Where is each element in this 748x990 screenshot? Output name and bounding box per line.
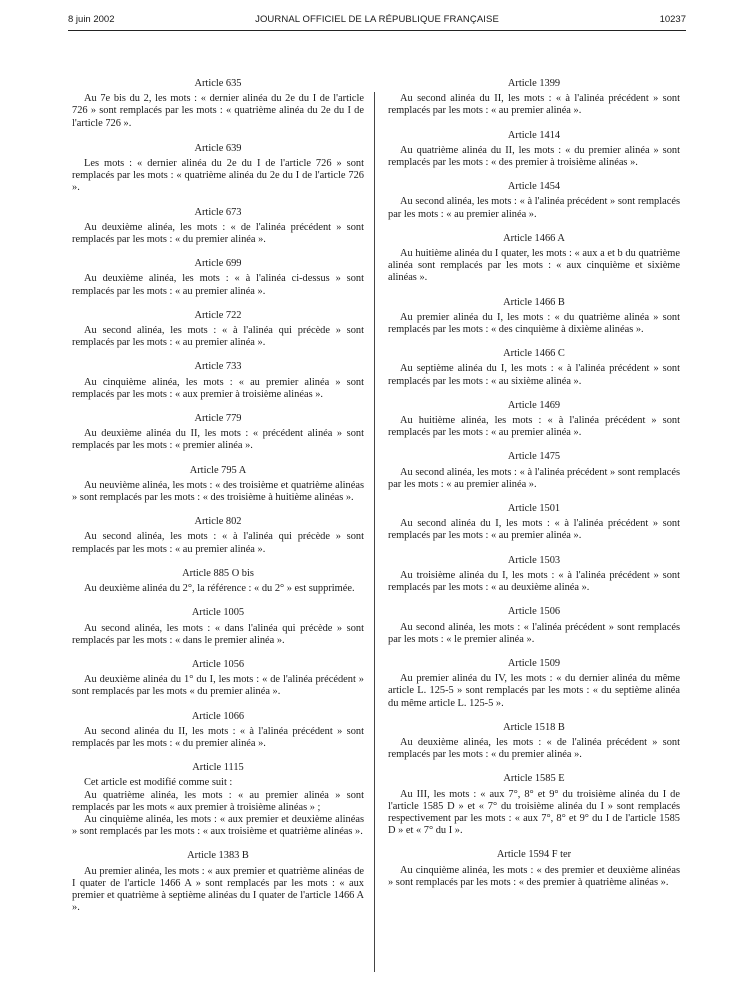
article-text: Au second alinéa, les mots : « à l'alinéa précédent » sont remplacés par les mots : « au premier alinéa ». (388, 466, 680, 490)
article-text: Les mots : « dernier alinéa du 2e du I de l'article 726 » sont remplacés par les mots : « quatrième alinéa du 2e du I de l'article 726 ». (72, 158, 364, 194)
article-title: Article 1506 (507, 606, 561, 618)
article-title: Article 1115 (192, 762, 244, 774)
article-title: Article 733 (194, 361, 242, 373)
article-text: Au deuxième alinéa du II, les mots : « précédent alinéa » sont remplacés par les mots : « premier alinéa ». (72, 428, 364, 452)
article-text: Au deuxième alinéa, les mots : « de l'alinéa précédent » sont remplacés par les mots : « du premier alinéa ». (388, 736, 680, 761)
article-title: Article 1518 B (503, 721, 565, 733)
header-date: 8 juin 2002 (68, 14, 115, 25)
article-title: Article 722 (194, 309, 242, 321)
article-text: Au second alinéa, les mots : « l'alinéa précédent » sont remplacés par les mots : « le premier alinéa ». (388, 621, 680, 645)
article-title: Article 1005 (191, 607, 245, 619)
article-text: Au second alinéa du II, les mots : « à l'alinéa précédent » sont remplacés par les mots : « du premier alinéa ». (72, 725, 364, 749)
article-title: Article 1056 (191, 658, 245, 670)
article-block (388, 849, 680, 889)
article-block (72, 361, 364, 401)
article-title: Article 1399 (507, 78, 561, 89)
article-block (388, 297, 680, 337)
article-title: Article 1466 B (503, 296, 565, 308)
article-text: Au cinquième alinéa, les mots : « au premier alinéa » sont remplacés par les mots : « aux premier à troisième alinéas ». (72, 376, 364, 400)
article-block (388, 773, 680, 837)
article-text: Au premier alinéa du I, les mots : « du quatrième alinéa » sont remplacés par les mots : « des cinquième à dixième alinéas ». (388, 311, 680, 336)
article-text: Au deuxième alinéa, les mots : « de l'alinéa précédent » sont remplacés par les mots : « du premier alinéa ». (72, 221, 364, 246)
article-text: Au septième alinéa du I, les mots : « à l'alinéa précédent » sont remplacés par les mots : « au sixième alinéa ». (388, 363, 680, 387)
article-block (388, 400, 680, 440)
article-block (388, 555, 680, 595)
article-block (72, 310, 364, 350)
article-title: Article 779 (194, 413, 242, 425)
article-text: Au second alinéa, les mots : « dans l'alinéa qui précède » sont remplacés par les mots : « dans le premier alinéa ». (72, 622, 364, 646)
article-text: Au deuxième alinéa du 1° du I, les mots : « de l'alinéa précédent » sont remplacés par les mots « du premier alinéa ». (72, 674, 364, 698)
article-title: Article 1475 (507, 451, 561, 463)
article-block (72, 465, 364, 505)
article-block (72, 711, 364, 751)
article-text: Au huitième alinéa, les mots : « à l'alinéa précédent » sont remplacés par les mots : « au premier alinéa ». (388, 415, 680, 439)
article-text: Au 7e bis du 2, les mots : « dernier alinéa du 2e du I de l'article 726 » sont remplacés par les mots : « quatrième alinéa du 2e du I de l'article 726 ». (72, 93, 364, 129)
article-block (72, 516, 364, 556)
article-text: Au huitième alinéa du I quater, les mots : « aux a et b du quatrième alinéa sont remplacés par les mots : « aux cinquième et sixième alinéas ». (388, 248, 680, 284)
right-column (388, 78, 680, 889)
article-title: Article 699 (194, 258, 242, 270)
article-block (388, 181, 680, 221)
article-block (388, 451, 680, 491)
left-column (72, 78, 364, 914)
article-block (388, 348, 680, 388)
header-title: JOURNAL OFFICIEL DE LA RÉPUBLIQUE FRANÇAISE (255, 14, 499, 25)
article-block (72, 659, 364, 699)
article-block (72, 607, 364, 647)
article-text: Au III, les mots : « aux 7°, 8° et 9° du troisième alinéa du I de l'article 1585 D » et « 7° du troisième alinéa du I » sont remplacés respectivement par les mots : « aux 7°, 8° et 9° du I de l'article 1585 D » et « 7° du I ». (388, 788, 680, 837)
article-title: Article 1414 (507, 129, 561, 141)
article-block (388, 233, 680, 285)
article-title: Article 639 (194, 142, 242, 154)
article-block (72, 413, 364, 453)
article-text: Au deuxième alinéa du 2°, la référence : « du 2° » est supprimée. (84, 583, 355, 595)
article-title: Article 802 (194, 516, 242, 528)
article-title: Article 1594 F ter (496, 849, 572, 861)
page-header (68, 10, 686, 32)
article-text: Au second alinéa, les mots : « à l'alinéa qui précède » sont remplacés par les mots : « au premier alinéa ». (72, 531, 364, 555)
article-title: Article 1383 B (187, 850, 249, 862)
header-rule (68, 30, 686, 31)
article-title: Article 1454 (507, 181, 561, 193)
article-title: Article 1466 C (503, 348, 565, 360)
article-title: Article 795 A (189, 464, 247, 476)
article-block (72, 78, 364, 130)
article-title: Article 673 (194, 206, 242, 218)
article-block (388, 606, 680, 646)
article-title: Article 1585 E (503, 773, 565, 785)
article-text: Au deuxième alinéa, les mots : « à l'alinéa ci-dessus » sont remplacés par les mots : « au premier alinéa ». (72, 273, 364, 297)
article-title: Article 635 (194, 78, 242, 89)
article-block (388, 78, 680, 118)
article-text: Au quatrième alinéa du II, les mots : « du premier alinéa » sont remplacés par les mots : « des premier à troisième alinéas ». (388, 144, 680, 169)
article-text: Au premier alinéa du IV, les mots : « du dernier alinéa du même article L. 125-5 » sont remplacés par les mots : « du septième alinéa du même article L. 125-5 ». (388, 673, 680, 709)
article-text: Au second alinéa, les mots : « à l'alinéa qui précède » sont remplacés par les mots : « au premier alinéa ». (72, 325, 364, 349)
article-text: Au second alinéa, les mots : « à l'alinéa précédent » sont remplacés par les mots : « au premier alinéa ». (388, 196, 680, 220)
article-block (72, 258, 364, 298)
article-block (388, 722, 680, 762)
article-text: Au second alinéa du II, les mots : « à l'alinéa précédent » sont remplacés par les mots : « au premier alinéa ». (388, 93, 680, 117)
article-title: Article 1466 A (503, 232, 565, 244)
article-block (388, 503, 680, 543)
header-page-number: 10237 (659, 14, 686, 25)
article-block (388, 658, 680, 710)
article-text: Au premier alinéa, les mots : « aux premier et quatrième alinéas de I quater de l'article 1466 A » sont remplacés par les mots : « aux premier et quatrième à septième alinéas du I quater de l'article 1466 A ». (72, 865, 364, 914)
column-divider (374, 92, 375, 972)
article-title: Article 1503 (507, 554, 561, 566)
article-text: Au cinquième alinéa, les mots : « des premier et deuxième alinéas » sont remplacés par les mots : « des premier à quatrième alinéas ». (388, 864, 680, 888)
article-block (388, 130, 680, 170)
article-block (72, 850, 364, 914)
article-title: Article 1066 (191, 710, 245, 722)
article-title: Article 1509 (507, 657, 561, 669)
article-block (72, 207, 364, 247)
article-title: Article 1469 (507, 399, 561, 411)
article-text: Au second alinéa du I, les mots : « à l'alinéa précédent » sont remplacés par les mots : « au premier alinéa ». (388, 518, 680, 542)
article-block (72, 143, 364, 195)
article-text: Au neuvième alinéa, les mots : « des troisième et quatrième alinéas » sont remplacés par les mots : « des troisième à huitième alinéas ». (72, 479, 364, 504)
article-block (72, 762, 364, 838)
article-text: Au cinquième alinéa, les mots : « aux premier et deuxième alinéas » sont remplacés par les mots : « aux troisième et quatrième alinéas ». (72, 813, 364, 838)
article-title: Article 885 O bis (182, 567, 254, 579)
article-title: Article 1501 (507, 503, 561, 515)
article-text: Cet article est modifié comme suit : (84, 777, 233, 789)
article-text: Au troisième alinéa du I, les mots : « à l'alinéa précédent » sont remplacés par les mots : « au deuxième alinéa ». (388, 569, 680, 594)
article-text: Au quatrième alinéa, les mots : « au premier alinéa » sont remplacés par les mots « aux premier à troisième alinéas » ; (72, 789, 364, 813)
article-block (72, 568, 364, 595)
